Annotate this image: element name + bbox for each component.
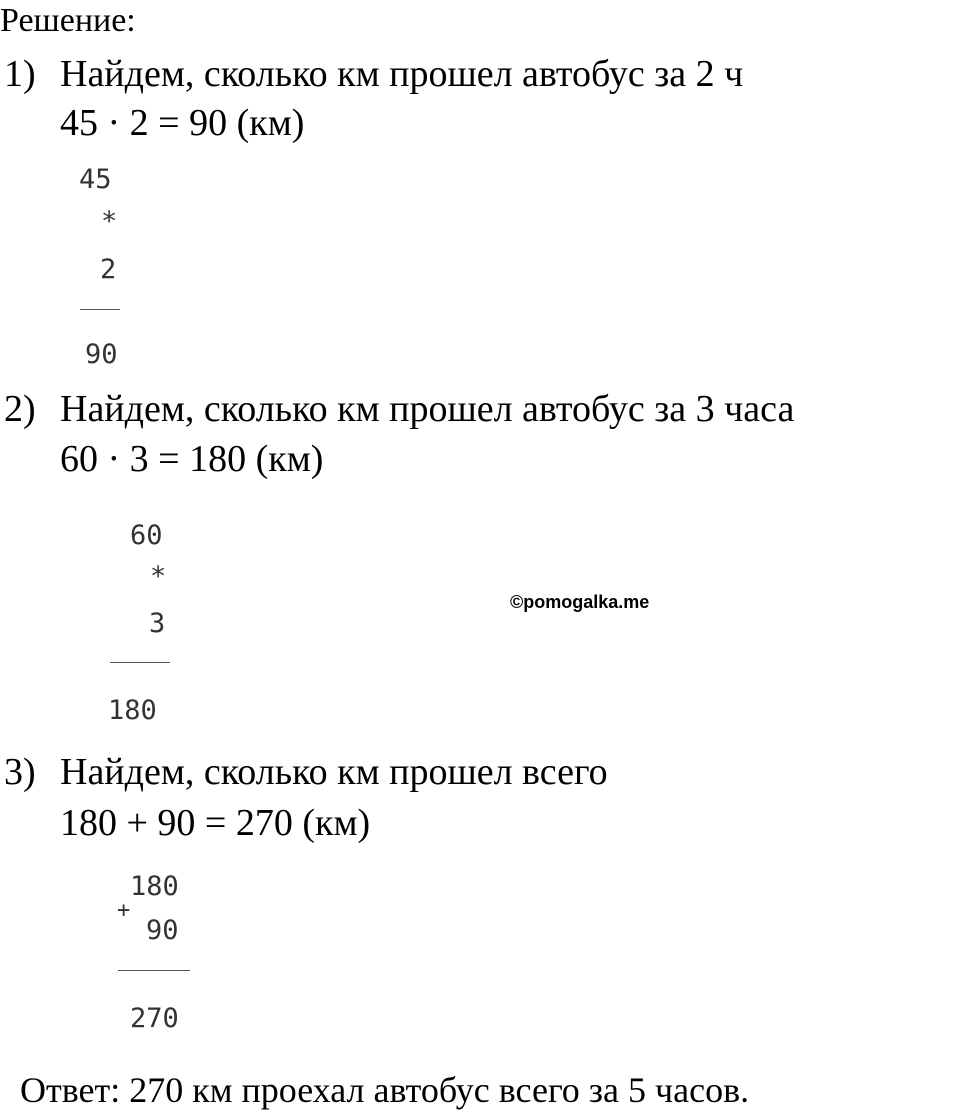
column-operator: * <box>150 561 167 592</box>
column-rule <box>80 309 120 310</box>
step-3-number: 3) <box>4 751 36 793</box>
step-1-expression: 45 · 2 = 90 (км) <box>60 102 305 144</box>
answer-text: Ответ: 270 км проехал автобус всего за 5 часов. <box>20 1070 750 1110</box>
column-bottom-number: 2 <box>100 254 117 285</box>
step-2-number: 2) <box>4 388 36 430</box>
column-operator: + <box>117 898 131 923</box>
step-3-expression: 180 + 90 = 270 (км) <box>60 802 371 844</box>
column-bottom-number: 3 <box>149 608 166 639</box>
column-top-number: 45 <box>79 164 112 195</box>
step-2-text: Найдем, сколько км прошел автобус за 3 часа <box>60 388 795 430</box>
step-1-text: Найдем, сколько км прошел автобус за 2 ч <box>60 53 744 95</box>
column-result: 270 <box>130 1003 179 1034</box>
column-result: 90 <box>85 339 118 370</box>
column-bottom-number: 90 <box>146 915 179 946</box>
watermark: ©pomogalka.me <box>510 592 650 612</box>
column-top-number: 180 <box>130 871 179 902</box>
column-rule <box>110 662 170 663</box>
step-1-number: 1) <box>4 53 36 95</box>
column-result: 180 <box>108 695 157 726</box>
solution-heading: Решение: <box>0 2 136 39</box>
step-3-text: Найдем, сколько км прошел всего <box>60 751 608 793</box>
column-rule <box>118 970 190 971</box>
step-2-expression: 60 · 3 = 180 (км) <box>60 438 324 480</box>
column-operator: * <box>101 206 118 237</box>
column-top-number: 60 <box>130 520 163 551</box>
